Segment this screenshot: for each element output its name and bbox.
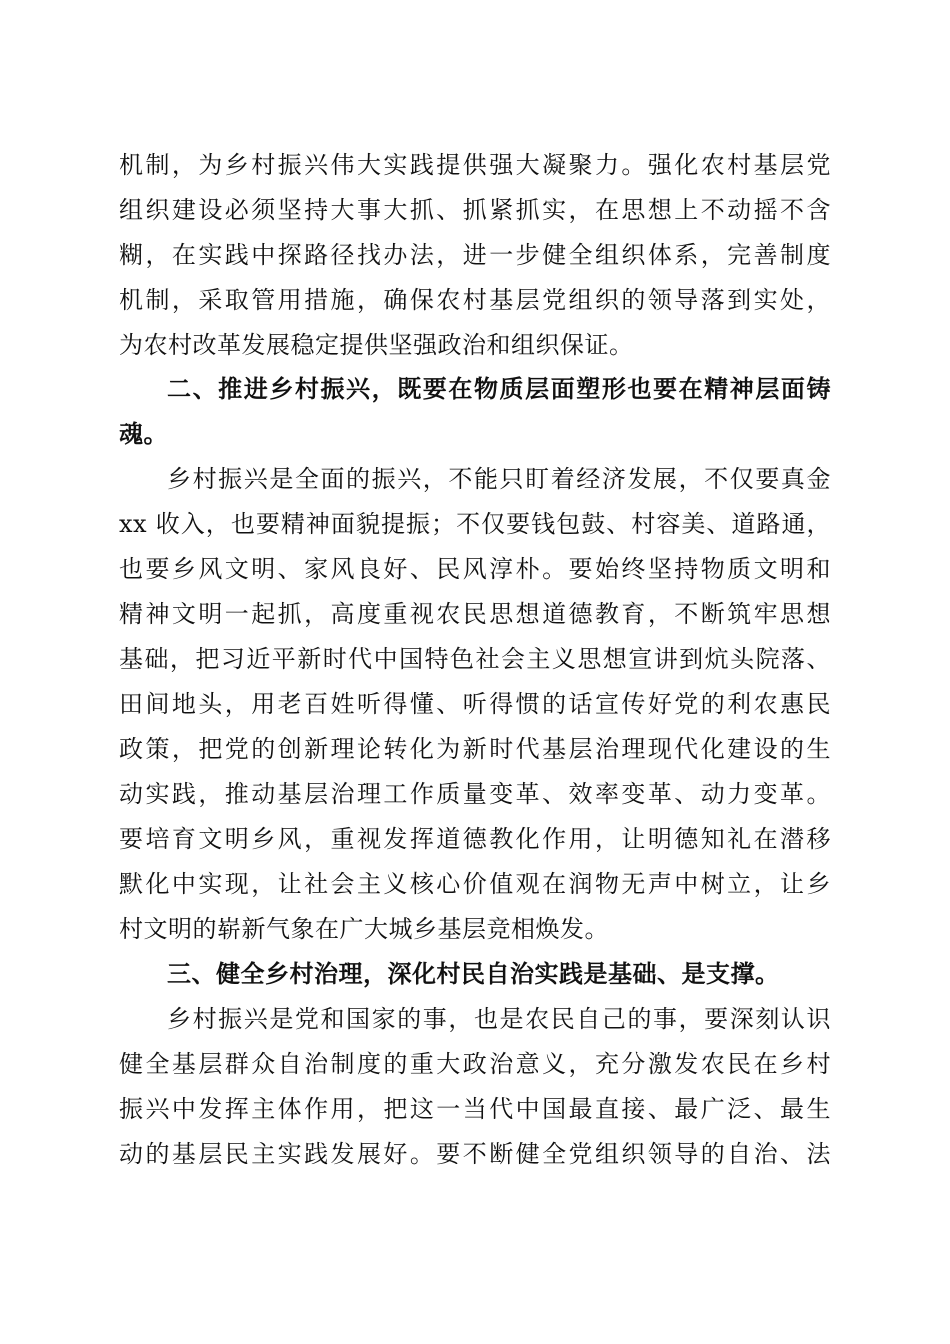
paragraph-1-line-1: 机制，为乡村振兴伟大实践提供强大凝聚力。强化农村基层党 <box>119 151 831 179</box>
paragraph-2-line-11: 村文明的崭新气象在广大城乡基层竞相焕发。 <box>119 915 609 943</box>
paragraph-1-line-4: 机制，采取管用措施，确保农村基层党组织的领导落到实处， <box>119 286 831 314</box>
paragraph-3-line-2: 健全基层群众自治制度的重大政治意义，充分激发农民在乡村 <box>119 1050 831 1078</box>
paragraph-2-line-6: 田间地头，用老百姓听得懂、听得惯的话宣传好党的利农惠民 <box>119 690 831 718</box>
paragraph-2-line-10: 默化中实现，让社会主义核心价值观在润物无声中树立，让乡 <box>119 870 831 898</box>
paragraph-3-line-3: 振兴中发挥主体作用，把这一当代中国最直接、最广泛、最生 <box>119 1095 831 1123</box>
section-2-heading-line-2: 魂。 <box>119 420 168 448</box>
paragraph-1-line-2: 组织建设必须坚持大事大抓、抓紧抓实，在思想上不动摇不含 <box>119 196 831 224</box>
paragraph-2-line-9: 要培育文明乡风，重视发挥道德教化作用，让明德知礼在潜移 <box>119 825 831 853</box>
paragraph-2-line-3: 也要乡风文明、家风良好、民风淳朴。要始终坚持物质文明和 <box>119 555 831 583</box>
paragraph-3-line-4: 动的基层民主实践发展好。要不断健全党组织领导的自治、法 <box>119 1140 831 1168</box>
section-2-heading-line-1: 二、推进乡村振兴，既要在物质层面塑形也要在精神层面铸 <box>167 375 831 403</box>
paragraph-1-line-3: 糊，在实践中探路径找办法，进一步健全组织体系，完善制度 <box>119 241 831 269</box>
section-3-heading: 三、健全乡村治理，深化村民自治实践是基础、是支撑。 <box>167 960 780 988</box>
paragraph-2-line-4: 精神文明一起抓，高度重视农民思想道德教育，不断筑牢思想 <box>119 600 831 628</box>
paragraph-2-line-1: 乡村振兴是全面的振兴，不能只盯着经济发展，不仅要真金 <box>167 465 831 493</box>
paragraph-3-line-1: 乡村振兴是党和国家的事，也是农民自己的事，要深刻认识 <box>167 1005 831 1033</box>
paragraph-1-line-5: 为农村改革发展稳定提供坚强政治和组织保证。 <box>119 331 634 359</box>
paragraph-2-line-7: 政策，把党的创新理论转化为新时代基层治理现代化建设的生 <box>119 735 831 763</box>
paragraph-2-line-5: 基础，把习近平新时代中国特色社会主义思想宣讲到炕头院落、 <box>119 645 831 673</box>
paragraph-2-line-2: xx 收入，也要精神面貌提振；不仅要钱包鼓、村容美、道路通， <box>119 510 831 538</box>
paragraph-2-line-8: 动实践，推动基层治理工作质量变革、效率变革、动力变革。 <box>119 780 831 808</box>
